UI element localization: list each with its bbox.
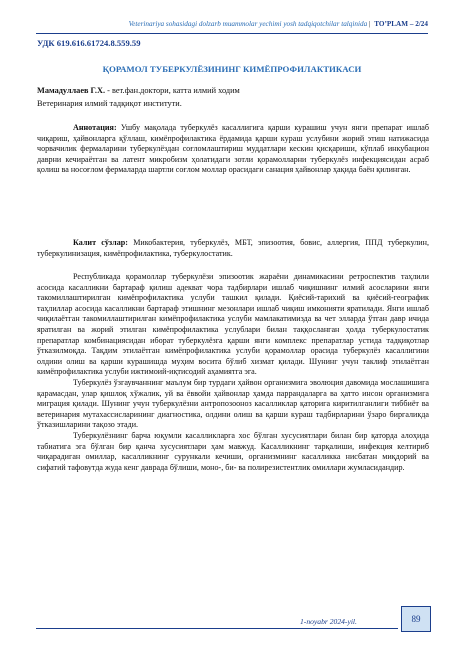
header-divider [36,33,428,34]
udk-code: УДК 619.616.61724.8.559.59 [37,38,141,48]
keywords-block [37,238,429,259]
body-paragraph: Республикада қорамоллар туберкулёзи эпизоотик жараёни динамикасини ретроспектив таҳлили асосида касалликни бартараф қилиш адекват чора тадбирлари ишлаб чиқишнинг илмий асосларини янги такомиллаштирилган кимёпрофилактика услуби ташкил қилади. Қиёсий-тарихий ва қиёсий-географик таҳлиллар асосида касалликни бартараф этишнинг мезонлари ишлаб чиқиш имконияти яратилади. Янги ишлаб чиқилаётган такомиллаштирилган кимёпрофилактика услуби мамлакатимизда ва чет элларда ўтган давр ичида яратилган ва жорий этилган кимёпрофилактика услублари билан таққосланган ҳолда туберкулостатик препаратлар комбинациясидан иборат туберкулёзга қарши янги комплекс препаратлар устида тадқиқотлар ўтказилмоқда. Тақдим этилаётган кимёпрофилактика услуби қорамоллар орасида туберкулёз касаллигини олдини олиш ва қарши курашишда муҳим восита бўлиб хизмат қилади. Шунинг учун таклиф этилаётган кимёпрофилактика услуби ижтимоий-иқтисодий аҳамиятга эга. [37,272,429,377]
abstract-label: Аннотация: [73,123,117,132]
abstract-block [37,123,429,176]
keywords-text: Микобактерия, туберкулёз, МБТ, эпизоотия, бовис, аллергия, ППД туберкулин, туберкулинизация, кимёпрофилактика, туберкулостатик. [37,238,429,258]
keywords-paragraph [37,238,429,259]
affiliation: Ветеринария илмий тадқиқот институти. [37,99,182,108]
keywords-label: Калит сўзлар: [73,238,128,247]
article-body [37,272,429,473]
abstract-text: Ушбу мақолада туберкулёз касаллигига қарши курашиш учун янги препарат ишлаб чиқариш, ҳайвонларга қўллаш, кимёпрофилактика ёрдамида қарши кураш услубини жорий этиш натижасида чорвачилик фермаларини туберкулёздан соғломлаштириш муддатлари кескин қисқариши, кўплаб инкубацион даврни кечираётган ва латент микробизм ҳолатидаги зотли қорамолларни туберкулёз инфекциясидан асраб қолиш ва носоғлом фермаларда шартли соғлом моллар орасидаги санация ҳайвонлар ҳақида баён қилинган. [37,123,429,175]
running-header [36,20,428,28]
author-degree: - вет.фан.доктори, катта илмий ходим [105,86,240,95]
header-separator: | [367,20,373,28]
author-line [37,86,429,95]
author-name: Мамадуллаев Г.Х. [37,86,106,95]
issue-date: 1-noyabr 2024-yil. [300,617,357,626]
abstract-paragraph [37,123,429,176]
body-paragraph: Туберкулёзнинг барча юқумли касалликларга хос бўлган хусусиятлари билан бир қаторда алоҳида табиатига эга бўлган бир қанча хусусиятлари ҳам мавжуд. Касалликнинг тарқалиши, инфекция келтириб чиқарадиган омиллар, касалликнинг сурункали кечиши, организмнинг касалликка нисбатан миқдорий ва сифатий тафовутда жуда кенг даврада бўлиши, моно-, би- ва полирезистентлик омиллари жумласидандир. [37,430,429,472]
journal-name: Veterinariya sohasidagi dolzarb muammolar yechimi yosh tadqiqotchilar talqinida [128,20,368,28]
footer-divider [36,628,398,629]
article-title: ҚОРАМОЛ ТУБЕРКУЛЁЗИНИНГ КИМЁПРОФИЛАКТИКАСИ [102,64,362,74]
body-paragraph: Туберкулёз ўзгаувчаннинг маълум бир турдаги ҳайвон организмига эволюция давомида мослашишига қарамасдан, улар қишлоқ хўжалик, уй ва ёввойи ҳайвонлар ҳамда паррандаларга ва ҳатто инсон организмига миграция қилади. Шунинг учун туберкулёзни антропозооноз касалликлар қаторига киритилганлиги тиббиёт ва ветеринария мутахассисларининг диагностика, олдини олиш ва қарши кураш тадбирларини ўзаро биргаликда ўтказишларини тақозо этади. [37,377,429,430]
issue-label: TO’PLAM – 2/24 [374,20,428,28]
page-number: 89 [401,606,431,632]
